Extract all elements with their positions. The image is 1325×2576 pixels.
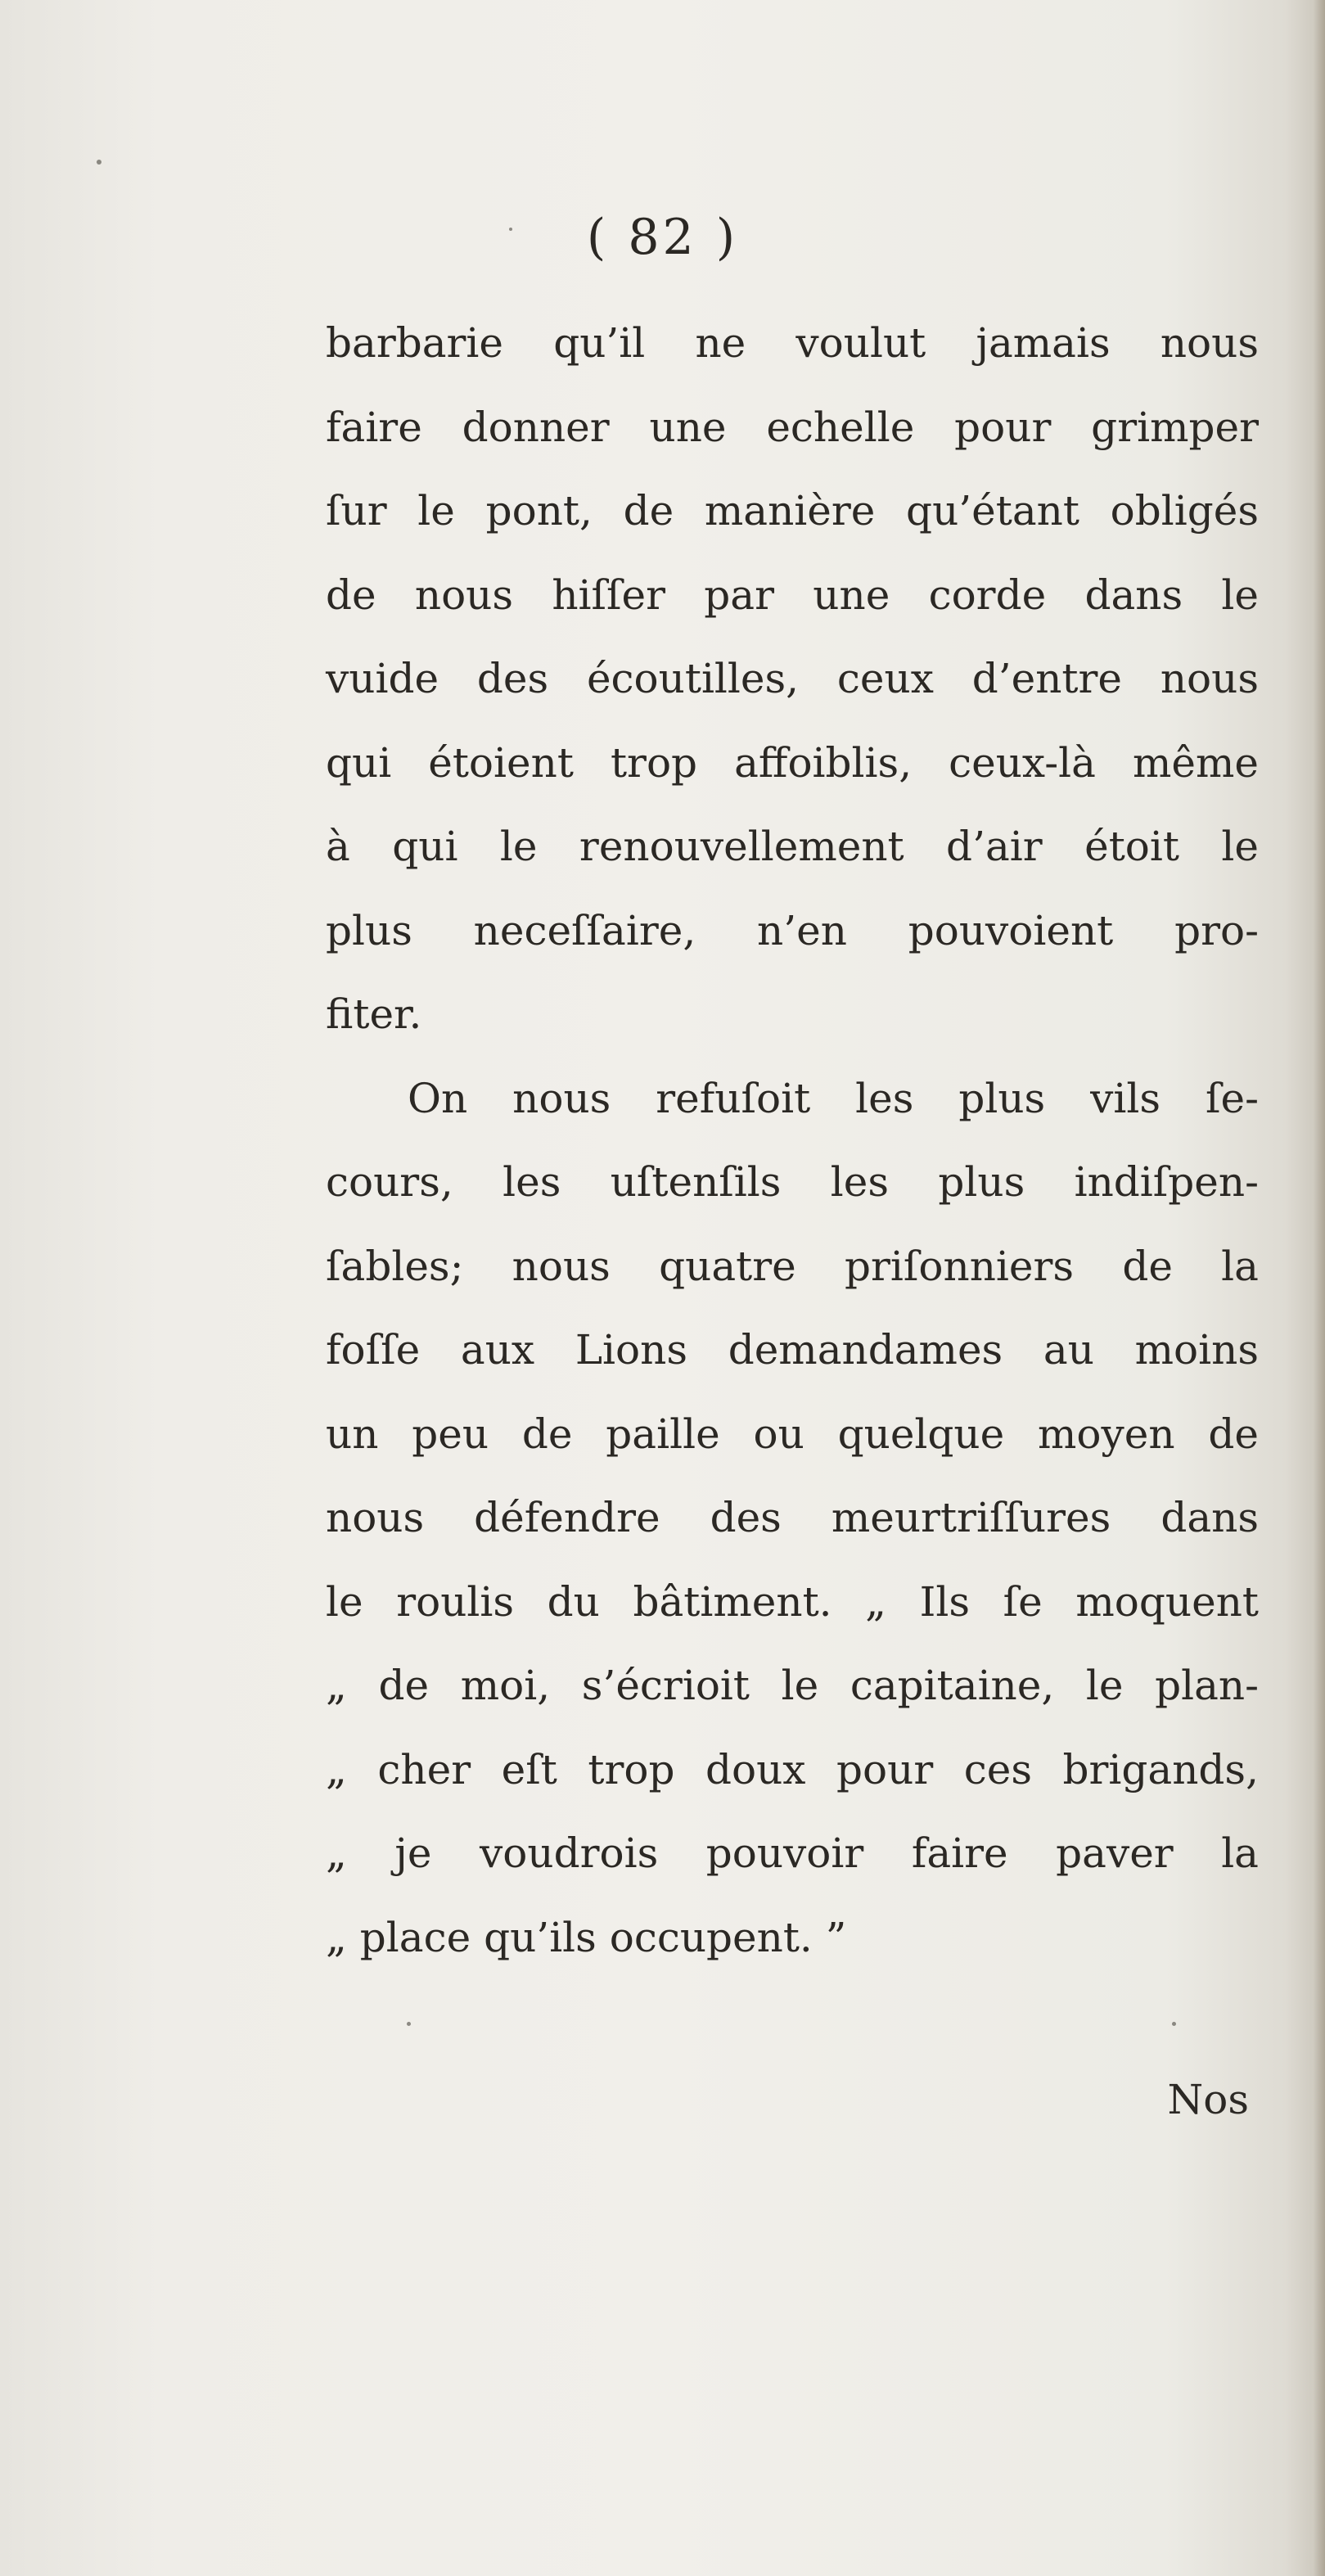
ink-speck xyxy=(1172,2022,1176,2026)
paragraph xyxy=(326,301,1259,1057)
text-line: foſſe aux Lions demandames au moins xyxy=(326,1326,1259,1374)
text-line: vuide des écoutilles, ceux d’entre nous xyxy=(326,655,1259,702)
text-line: On nous refuſoit les plus vils ſe- xyxy=(408,1074,1259,1122)
text-line: ſables; nous quatre priſonniers de la xyxy=(326,1242,1259,1290)
page-number: ( 82 ) xyxy=(586,209,739,266)
paragraph xyxy=(326,1057,1259,1980)
text-line: à qui le renouvellement d’air étoit le xyxy=(326,823,1259,870)
text-line: fiter. xyxy=(326,990,422,1038)
ink-speck xyxy=(97,160,101,165)
text-line: nous défendre des meurtriſſures dans xyxy=(326,1494,1259,1541)
text-line: „ cher eſt trop doux pour ces brigands, xyxy=(326,1745,1259,1793)
text-line: cours, les uſtenſils les plus indiſpen- xyxy=(326,1158,1259,1206)
text-line: „ place qu’ils occupent. ” xyxy=(326,1913,847,1961)
catchword: Nos xyxy=(1167,2076,1249,2123)
text-line: qui étoient trop affoiblis, ceux-là même xyxy=(326,738,1259,787)
text-line: barbarie qu’il ne voulut jamais nous xyxy=(326,319,1259,367)
text-line: „ de moi, s’écrioit le capitaine, le plan- xyxy=(326,1662,1259,1709)
body-text xyxy=(326,301,1259,1979)
text-line: faire donner une echelle pour grimper xyxy=(326,403,1259,451)
text-line: „ je voudrois pouvoir faire paver la xyxy=(326,1829,1259,1877)
text-line: de nous hiſſer par une corde dans le xyxy=(326,571,1259,619)
text-line: le roulis du bâtiment. „ Ils ſe moquent xyxy=(326,1577,1259,1626)
text-line: plus neceſſaire, n’en pouvoient pro- xyxy=(326,906,1259,954)
text-line: un peu de paille ou quelque moyen de xyxy=(326,1410,1259,1458)
text-line: ſur le pont, de manière qu’étant obligés xyxy=(326,487,1259,535)
ink-speck xyxy=(407,2022,411,2026)
